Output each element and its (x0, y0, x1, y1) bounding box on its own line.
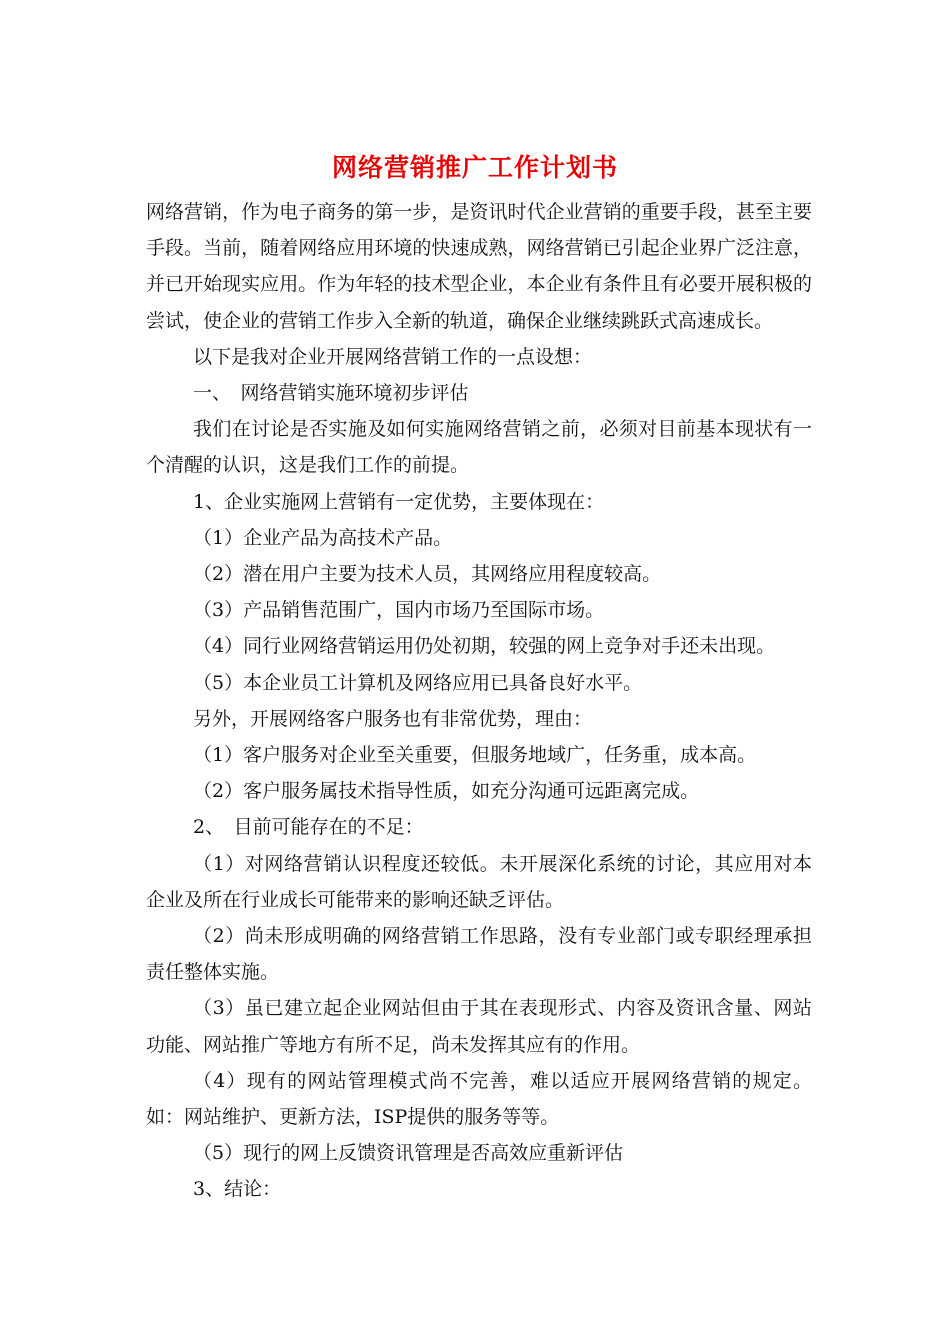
document-body (146, 194, 812, 1208)
section-heading: 一、 网络营销实施环境初步评估 (193, 382, 469, 405)
list-item: （1）客户服务对企业至关重要，但服务地域广，任务重，成本高。 (193, 744, 757, 767)
list-item: （2）客户服务属技术指导性质，如充分沟通可远距离完成。 (193, 780, 700, 803)
list-item: （1）企业产品为高技术产品。 (193, 526, 453, 549)
list-item: （2）尚未形成明确的网络营销工作思路，没有专业部门或专职经理承担责任整体实施。 (146, 925, 812, 984)
subsection-heading: 1、企业实施网上营销有一定优势，主要体现在： (193, 490, 605, 513)
list-item: （3）虽已建立起企业网站但由于其在表现形式、内容及资讯含量、网站功能、网站推广等地方有所不足，尚未发挥其应有的作用。 (146, 997, 812, 1056)
list-item: （5）现行的网上反馈资讯管理是否高效应重新评估 (193, 1142, 624, 1165)
subsection-heading: 2、 目前可能存在的不足： (193, 816, 424, 839)
paragraph: 另外，开展网络客户服务也有非常优势，理由： (193, 707, 593, 730)
paragraph: 我们在讨论是否实施及如何实施网络营销之前，必须对目前基本现状有一个清醒的认识，这是我们工作的前提。 (146, 418, 812, 477)
intro-paragraph: 网络营销，作为电子商务的第一步，是资讯时代企业营销的重要手段，甚至主要手段。当前，随着网络应用环境的快速成熟，网络营销已引起企业界广泛注意，并已开始现实应用。作为年轻的技术型企业，本企业有条件且有必要开展积极的尝试，使企业的营销工作步入全新的轨道，确保企业继续跳跃式高速成长。 (146, 201, 812, 332)
paragraph: 以下是我对企业开展网络营销工作的一点设想： (193, 345, 593, 368)
list-item: （4）同行业网络营销运用仍处初期，较强的网上竞争对手还未出现。 (193, 635, 776, 658)
list-item: （4）现有的网站管理模式尚不完善，难以适应开展网络营销的规定。如：网站维护、更新方法，ISP提供的服务等等。 (146, 1069, 812, 1129)
document-title: 网络营销推广工作计划书 (331, 153, 618, 182)
list-item: （1）对网络营销认识程度还较低。未开展深化系统的讨论，其应用对本企业及所在行业成长可能带来的影响还缺乏评估。 (146, 852, 812, 911)
list-item: （5）本企业员工计算机及网络应用已具备良好水平。 (193, 671, 643, 694)
list-item: （3）产品销售范围广，国内市场乃至国际市场。 (193, 599, 605, 622)
list-item: （2）潜在用户主要为技术人员，其网络应用程度较高。 (193, 563, 662, 586)
subsection-heading: 3、结论： (193, 1178, 282, 1201)
